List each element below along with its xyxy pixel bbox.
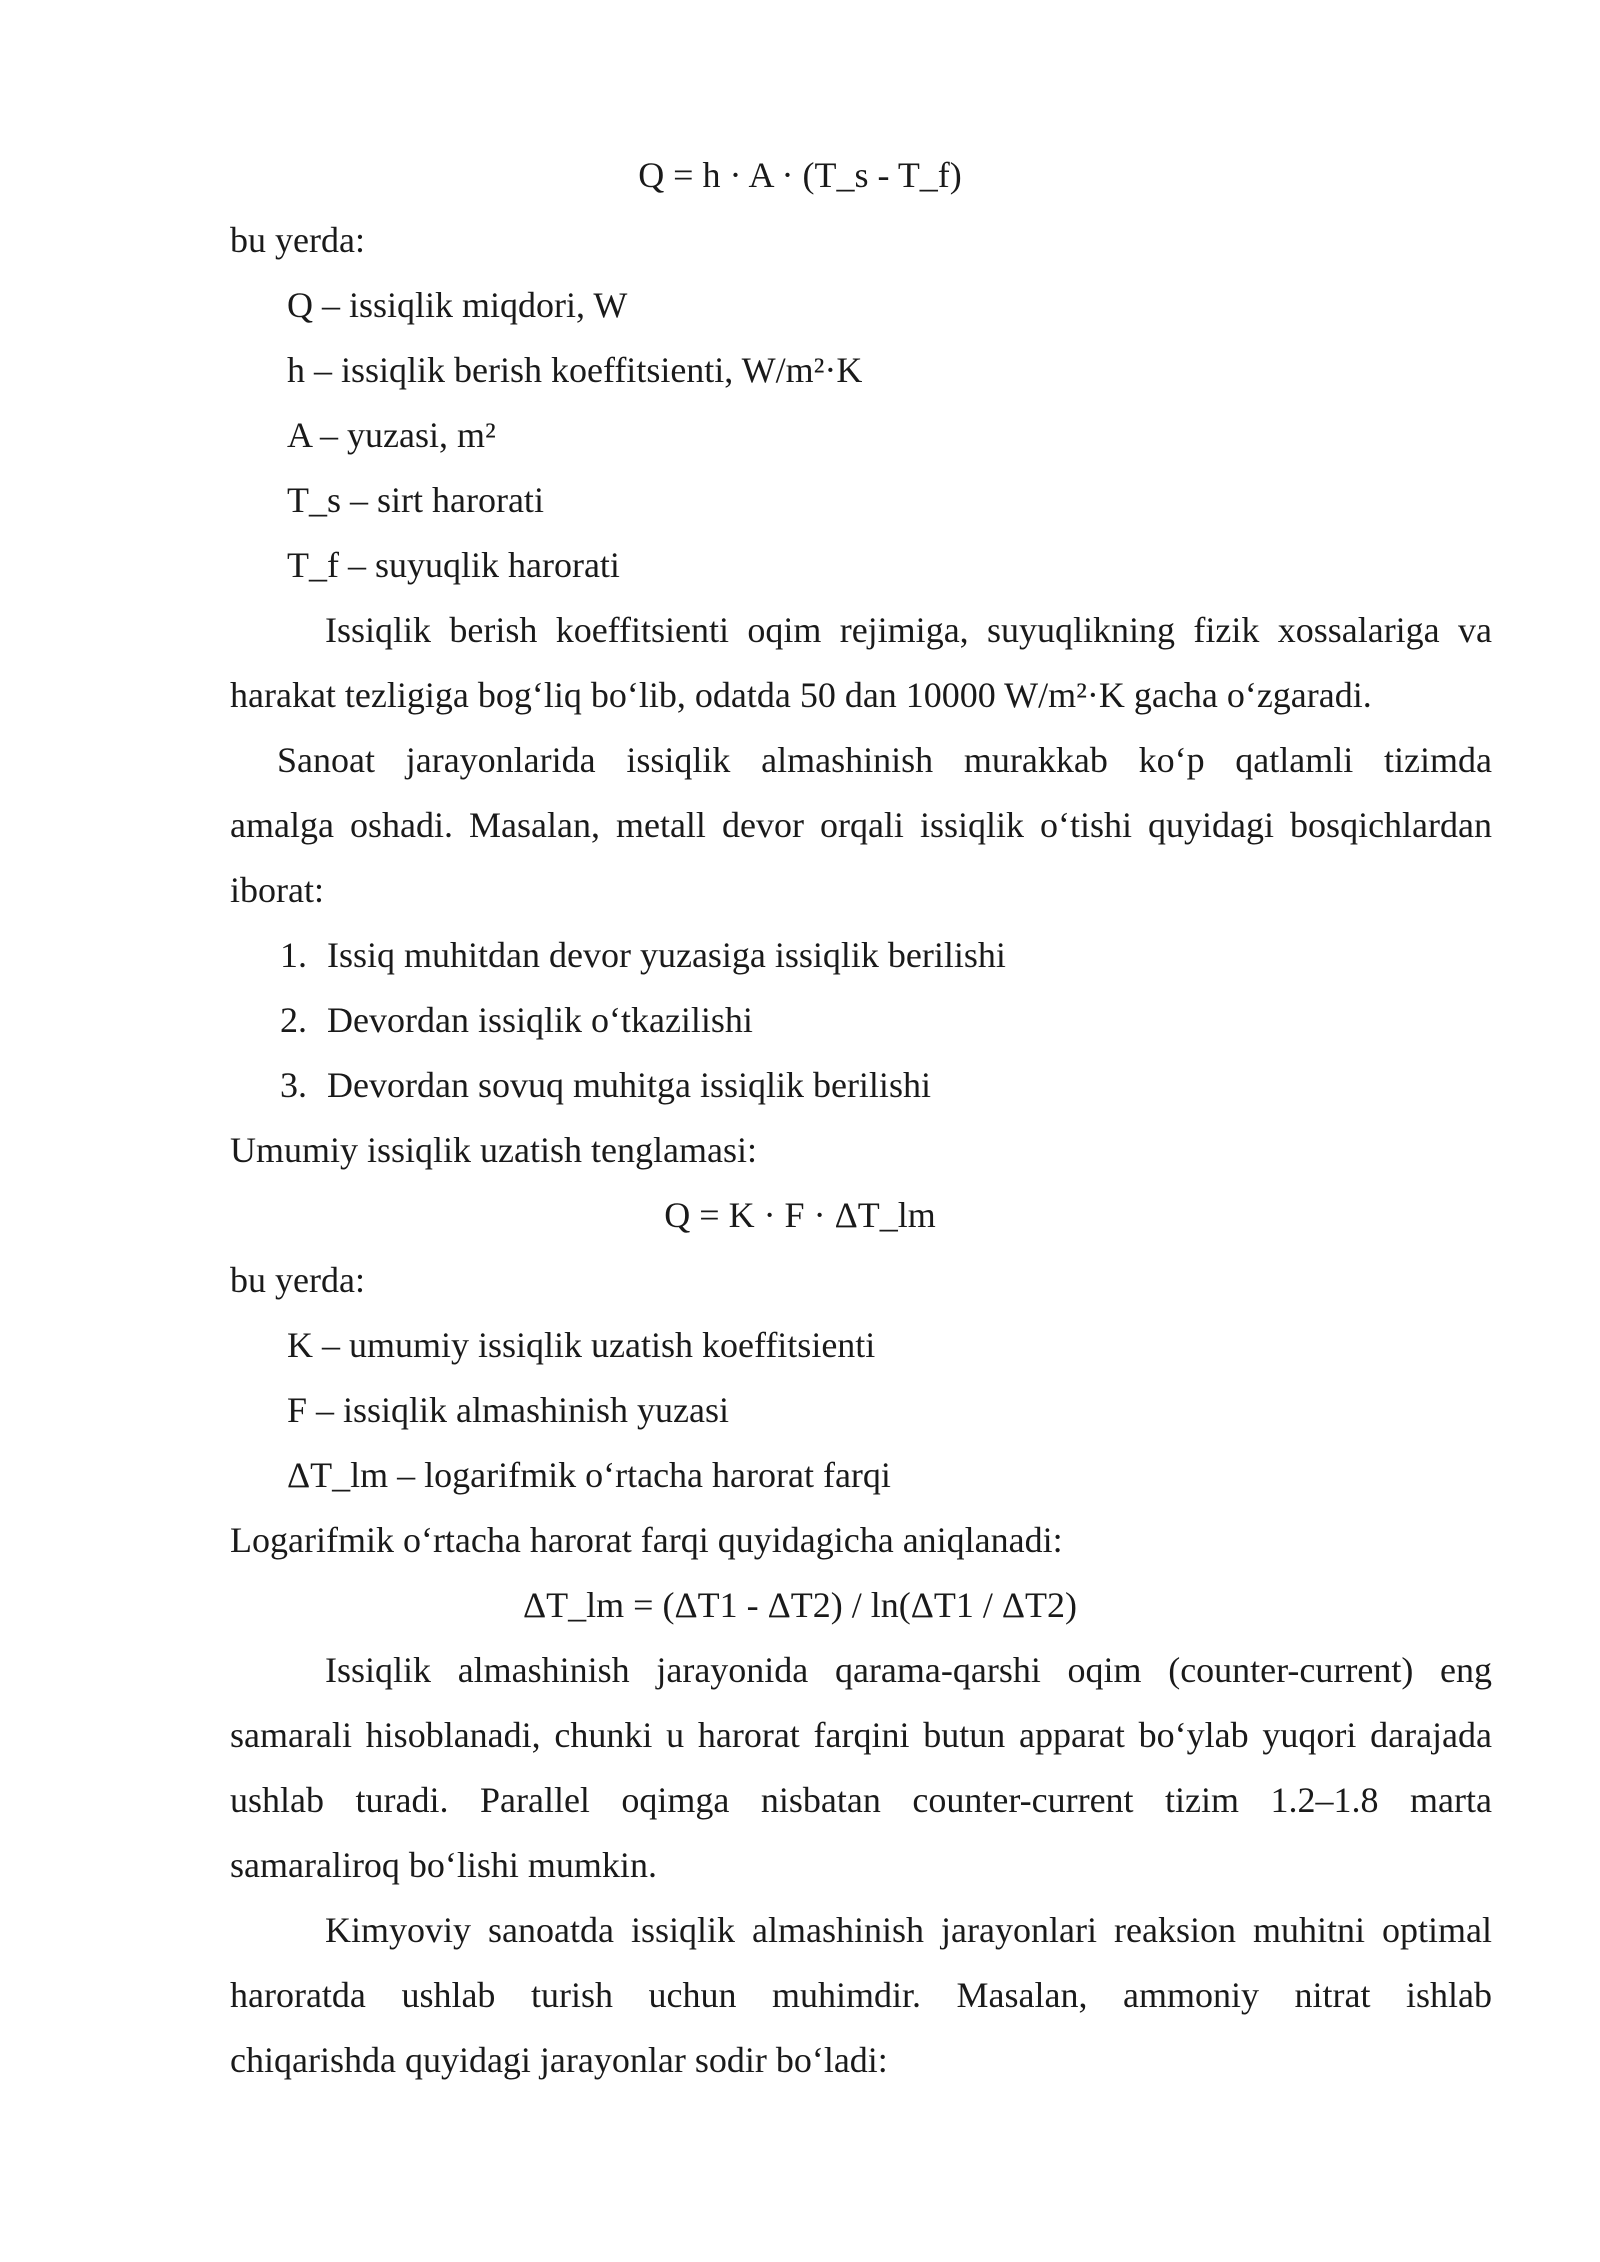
formula-heat-transfer: Q = K · F · ΔT_lm <box>664 1195 936 1235</box>
definition-item: T_s – sirt harorati <box>287 480 544 520</box>
paragraph-line: harakat tezligiga bog‘liq bo‘lib, odatda 50 dan 10000 W/m²·K gacha o‘zgaradi. <box>230 675 1372 715</box>
paragraph-line: Issiqlik berish koeffitsienti oqim rejimiga, suyuqlikning fizik xossalariga va <box>325 610 1492 650</box>
paragraph-line: samaraliroq bo‘lishi mumkin. <box>230 1845 657 1885</box>
paragraph-line: amalga oshadi. Masalan, metall devor orqali issiqlik o‘tishi quyidagi bosqichlardan <box>230 805 1492 845</box>
general-equation-intro: Umumiy issiqlik uzatish tenglamasi: <box>230 1130 757 1170</box>
definition-item: h – issiqlik berish koeffitsienti, W/m²·K <box>287 350 863 390</box>
paragraph-line: haroratda ushlab turish uchun muhimdir. Masalan, ammoniy nitrat ishlab <box>230 1975 1492 2015</box>
paragraph-line: ushlab turadi. Parallel oqimga nisbatan counter-current tizim 1.2–1.8 marta <box>230 1780 1492 1820</box>
where-label: bu yerda: <box>230 1260 365 1300</box>
list-number: 3. <box>280 1065 307 1105</box>
paragraph-line: Kimyoviy sanoatda issiqlik almashinish jarayonlari reaksion muhitni optimal <box>325 1910 1492 1950</box>
lmtd-intro: Logarifmik o‘rtacha harorat farqi quyidagicha aniqlanadi: <box>230 1520 1063 1560</box>
list-number: 2. <box>280 1000 307 1040</box>
list-item: Devordan sovuq muhitga issiqlik berilishi <box>327 1065 931 1105</box>
paragraph-line: Sanoat jarayonlarida issiqlik almashinish murakkab ko‘p qatlamli tizimda <box>277 740 1492 780</box>
formula-lmtd: ΔT_lm = (ΔT1 - ΔT2) / ln(ΔT1 / ΔT2) <box>523 1585 1077 1625</box>
paragraph-line: chiqarishda quyidagi jarayonlar sodir bo‘ladi: <box>230 2040 888 2080</box>
definition-item: A – yuzasi, m² <box>287 415 496 455</box>
formula-convection: Q = h · A · (T_s - T_f) <box>638 155 962 195</box>
definition-item: Q – issiqlik miqdori, W <box>287 285 628 325</box>
paragraph-line: samarali hisoblanadi, chunki u harorat farqini butun apparat bo‘ylab yuqori darajada <box>230 1715 1492 1755</box>
definition-item: ΔT_lm – logarifmik o‘rtacha harorat farqi <box>287 1455 891 1495</box>
list-number: 1. <box>280 935 307 975</box>
list-item: Issiq muhitdan devor yuzasiga issiqlik berilishi <box>327 935 1006 975</box>
paragraph-line: Issiqlik almashinish jarayonida qarama-qarshi oqim (counter-current) eng <box>325 1650 1492 1690</box>
list-item: Devordan issiqlik o‘tkazilishi <box>327 1000 753 1040</box>
definition-item: F – issiqlik almashinish yuzasi <box>287 1390 730 1430</box>
paragraph-line: iborat: <box>230 870 324 910</box>
definition-item: T_f – suyuqlik harorati <box>287 545 620 585</box>
definition-item: K – umumiy issiqlik uzatish koeffitsienti <box>287 1325 876 1365</box>
where-label: bu yerda: <box>230 220 365 260</box>
